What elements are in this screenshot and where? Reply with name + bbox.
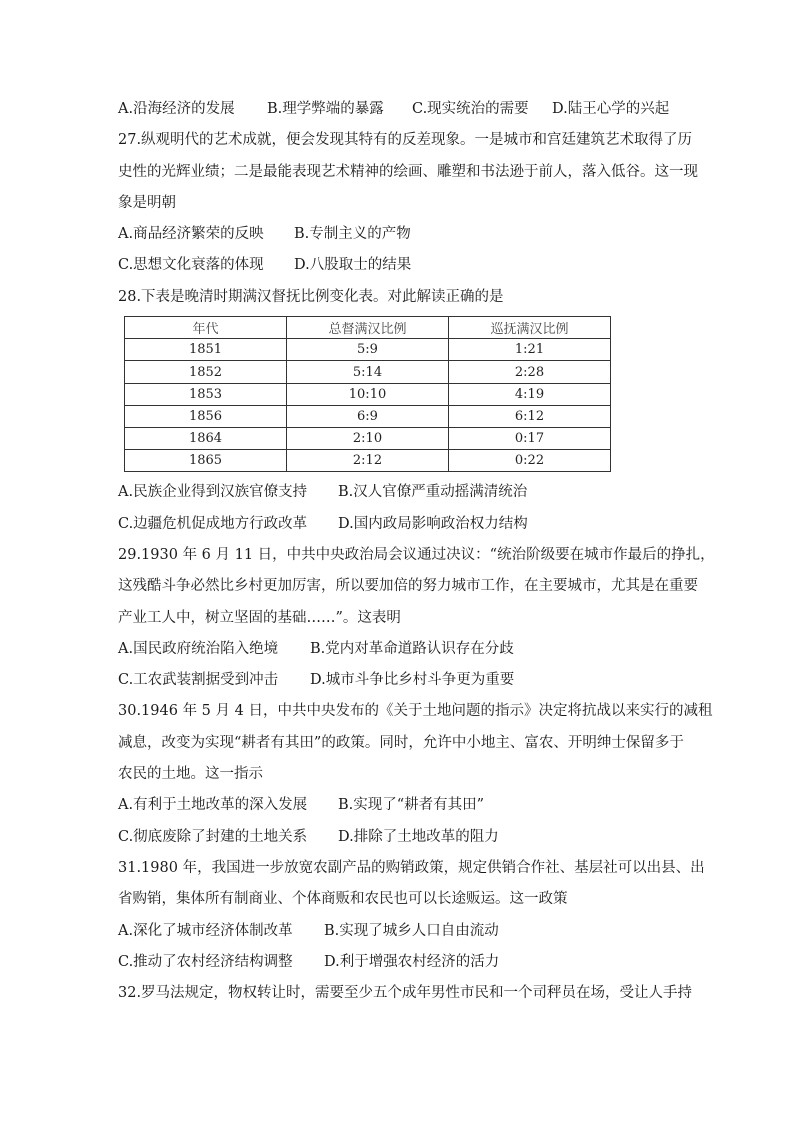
- q28-option-d[interactable]: D.国内政局影响政治权力结构: [338, 515, 528, 532]
- q29-options-row-2: [118, 665, 678, 696]
- q28-options-row-2: [118, 509, 678, 540]
- q29-option-b[interactable]: B.党内对革命道路认识存在分歧: [310, 640, 514, 657]
- q31-option-a[interactable]: A.深化了城市经济体制改革: [118, 922, 293, 939]
- q27-stem-line-3: 象是明朝: [118, 194, 176, 211]
- q31-stem-line-2: 省购销，集体所有制商业、个体商贩和农民也可以长途贩运。这一政策: [118, 891, 568, 908]
- table-cell-year: 1852: [125, 361, 287, 383]
- q31-option-d[interactable]: D.利于增强农村经济的活力: [324, 953, 500, 970]
- q28-stem-line-1: 28.下表是晚清时期满汉督抚比例变化表。对此解读正确的是: [118, 288, 504, 305]
- q27-stem-line-2: 史性的光辉业绩；二是最能表现艺术精神的绘画、雕塑和书法逊于前人，落入低谷。这一现: [118, 163, 698, 180]
- table-cell-xunfu: 0:17: [449, 428, 611, 450]
- q27-stem-line-1: 27.纵观明代的艺术成就，便会发现其特有的反差现象。一是城市和宫廷建筑艺术取得了历: [118, 132, 693, 149]
- q26-option-c[interactable]: C.现实统治的需要: [412, 101, 529, 117]
- q30-options-row-2: [118, 822, 678, 853]
- table-cell-xunfu: 2:28: [449, 361, 611, 383]
- q30-stem-line-3: 农民的土地。这一指示: [118, 766, 263, 783]
- table-cell-governor: 6:9: [287, 405, 449, 427]
- table-cell-governor: 5:9: [287, 339, 449, 361]
- table-row: [125, 361, 611, 383]
- table-cell-xunfu: 6:12: [449, 405, 611, 427]
- q27-options-row-2: [118, 250, 678, 281]
- q27-option-d[interactable]: D.八股取士的结果: [294, 257, 412, 274]
- q32-stem-line-1: 32.罗马法规定，物权转让时，需要至少五个成年男性市民和一个司秤员在场，受让人手持: [118, 985, 693, 1002]
- table-header-governor-ratio: 总督满汉比例: [287, 317, 449, 339]
- q28-options-row-1: [118, 477, 678, 508]
- q31-options-row-1: [118, 916, 678, 947]
- table-cell-xunfu: 0:22: [449, 450, 611, 472]
- q30-option-d[interactable]: D.排除了土地改革的阻力: [338, 828, 499, 845]
- q30-option-c[interactable]: C.彻底废除了封建的土地关系: [118, 828, 308, 845]
- table-cell-governor: 2:10: [287, 428, 449, 450]
- q30-option-b[interactable]: B.实现了“耕者有其田”: [338, 797, 485, 814]
- q27-option-b[interactable]: B.专制主义的产物: [294, 226, 411, 243]
- table-cell-year: 1856: [125, 405, 287, 427]
- q31-option-c[interactable]: C.推动了农村经济结构调整: [118, 953, 293, 970]
- q31-stem-line-1: 31.1980 年，我国进一步放宽农副产品的购销政策，规定供销合作社、基层社可以出县、出: [118, 859, 705, 876]
- table-row: [125, 339, 611, 361]
- table-header-xunfu-ratio: 巡抚满汉比例: [449, 317, 611, 339]
- q27-options-row-1: [118, 219, 678, 250]
- q28-data-table: [124, 316, 611, 472]
- q29-stem-line-1: 29.1930 年 6 月 11 日，中共中央政治局会议通过决议：“统治阶级要在城市作最后的挣扎，: [118, 546, 715, 563]
- table-cell-year: 1851: [125, 339, 287, 361]
- q30-options-row-1: [118, 790, 678, 821]
- q29-stem-line-3: 产业工人中，树立坚固的基础……”。这表明: [118, 609, 401, 626]
- q28-option-b[interactable]: B.汉人官僚严重动摇满清统治: [338, 484, 528, 501]
- q30-option-a[interactable]: A.有利于土地改革的深入发展: [118, 797, 308, 814]
- q26-options: [118, 94, 678, 125]
- table-cell-governor: 2:12: [287, 450, 449, 472]
- q30-stem-line-1: 30.1946 年 5 月 4 日，中共中央发布的《关于土地问题的指示》决定将抗战以来实行的减租: [118, 703, 713, 720]
- q29-option-c[interactable]: C.工农武装割据受到冲击: [118, 672, 279, 689]
- table-cell-governor: 5:14: [287, 361, 449, 383]
- q27-option-a[interactable]: A.商品经济繁荣的反映: [118, 226, 264, 243]
- q26-option-d[interactable]: D.陆王心学的兴起: [552, 101, 670, 117]
- table-row: [125, 428, 611, 450]
- q27-option-c[interactable]: C.思想文化衰落的体现: [118, 257, 264, 274]
- table-row: [125, 383, 611, 405]
- q31-options-row-2: [118, 947, 678, 978]
- q26-option-a[interactable]: A.沿海经济的发展: [118, 101, 235, 117]
- q29-option-a[interactable]: A.国民政府统治陷入绝境: [118, 640, 279, 657]
- table-cell-governor: 10:10: [287, 383, 449, 405]
- q29-option-d[interactable]: D.城市斗争比乡村斗争更为重要: [310, 672, 515, 689]
- table-header-year: 年代: [125, 317, 287, 339]
- exam-page: [118, 94, 715, 1009]
- table-cell-year: 1853: [125, 383, 287, 405]
- table-row: [125, 450, 611, 472]
- q30-stem-line-2: 减息，改变为实现“耕者有其田”的政策。同时，允许中小地主、富农、开明绅士保留多于: [118, 734, 684, 751]
- q28-option-c[interactable]: C.边疆危机促成地方行政改革: [118, 515, 308, 532]
- q29-options-row-1: [118, 634, 678, 665]
- table-row: [125, 405, 611, 427]
- q28-option-a[interactable]: A.民族企业得到汉族官僚支持: [118, 484, 308, 501]
- table-header-row: [125, 317, 611, 339]
- q31-option-b[interactable]: B.实现了城乡人口自由流动: [324, 922, 499, 939]
- table-cell-xunfu: 4:19: [449, 383, 611, 405]
- q26-option-b[interactable]: B.理学弊端的暴露: [267, 101, 384, 117]
- q29-stem-line-2: 这残酷斗争必然比乡村更加厉害，所以要加倍的努力城市工作，在主要城市，尤其是在重要: [118, 578, 698, 595]
- table-cell-year: 1864: [125, 428, 287, 450]
- table-cell-xunfu: 1:21: [449, 339, 611, 361]
- table-cell-year: 1865: [125, 450, 287, 472]
